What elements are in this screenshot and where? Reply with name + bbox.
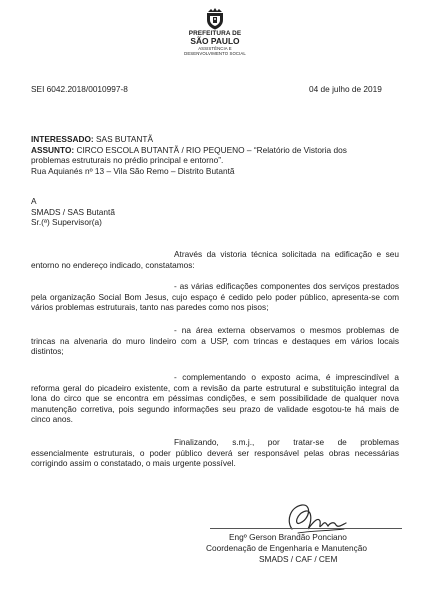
sei-number: SEI 6042.2018/0010997-8 [31,84,128,94]
interessado-value: SAS BUTANTÃ [93,134,154,144]
assunto-line [31,145,347,155]
signature-line [210,528,402,529]
paragraph-3-text: - na área externa observamos o mesmos problemas de trincas na alvenaria do muro lindeiro com a USP, com trincas e destaques em vários locais distintos; [31,325,399,356]
interessado-label: INTERESSADO: [31,134,94,144]
recipient-a: A [31,196,37,206]
signer-unit: SMADS / CAF / CEM [259,554,338,564]
recipient-supervisor: Sr.(ª) Supervisor(a) [31,217,102,227]
assunto-label: ASSUNTO: [31,145,75,155]
signer-role: Coordenação de Engenharia e Manutenção [206,543,367,553]
paragraph-1 [31,249,399,270]
assunto-continuation: problemas estruturais no prédio principal e entorno”. [31,155,224,165]
recipient-unit: SMADS / SAS Butantã [31,207,115,217]
paragraph-4 [31,372,399,425]
paragraph-5-text: Finalizando, s.m.j., por tratar-se de problemas essencialmente estruturais, o poder público deverá ser responsável pelas obras necessárias corrigindo assim o constatado, o mais urgente possível. [31,437,399,468]
logo-line-2: SÃO PAULO [190,36,240,46]
paragraph-2-text: - as várias edificações componentes dos serviços prestados pela organização Social Bom Jesus, cujo espaço é cedido pelo poder público, apresenta-se com vários problemas estruturais, tanto nas paredes como nos pisos; [31,281,399,312]
paragraph-1-text: Através da vistoria técnica solicitada na edificação e seu entorno no endereço indicado, constatamos: [31,249,399,270]
paragraph-4-text: - complementando o exposto acima, é imprescindível a reforma geral do picadeiro existente, com a revisão da parte estrutural e substituição integral da lona do circo que se encontra em péssimas condições, e sem possibilidade de qualquer nova manutenção corretiva, pois segundo informações seu prazo de validade esgotou-te há mais de cinco anos. [31,372,399,424]
logo-line-1: PREFEITURA DE [188,30,242,37]
logo-line-3: ASSISTÊNCIA E [198,46,232,51]
interessado-line [31,134,153,144]
signer-name: Engº Gerson Brandão Ponciano [229,532,347,542]
assunto-value: CIRCO ESCOLA BUTANTÃ / RIO PEQUENO – “Relatório de Vistoria dos [74,145,347,155]
prefeitura-logo [180,8,250,56]
logo-line-4: DESENVOLVIMENTO SOCIAL [184,51,246,56]
city-coat-of-arms-icon [204,8,226,30]
paragraph-2 [31,281,399,313]
paragraph-3 [31,325,399,357]
address: Rua Aquianés nº 13 – Vila São Remo – Distrito Butantã [31,166,235,176]
paragraph-5 [31,437,399,469]
document-date: 04 de julho de 2019 [309,84,382,94]
